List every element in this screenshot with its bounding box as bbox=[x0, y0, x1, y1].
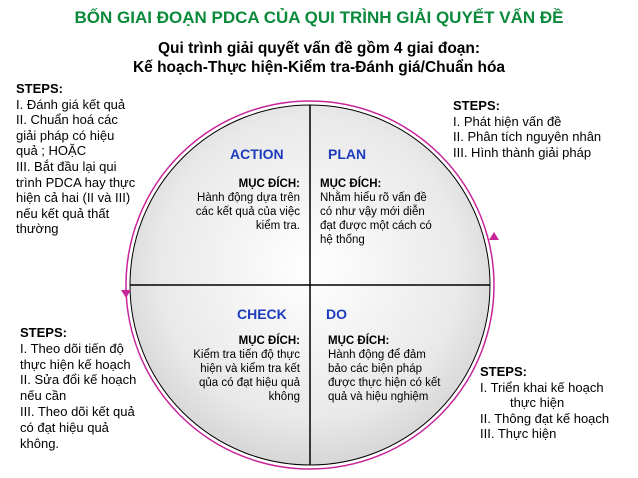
do-goal bbox=[328, 334, 468, 404]
goal-line: Hành động để đảm bbox=[328, 349, 426, 361]
plan-steps bbox=[453, 98, 633, 160]
step-line: giải pháp có hiệu bbox=[16, 127, 115, 143]
step-line: III. Hình thành giải pháp bbox=[453, 144, 592, 160]
step-line: nếu cần bbox=[20, 388, 67, 404]
steps-header: STEPS: bbox=[480, 364, 527, 379]
check-goal bbox=[166, 334, 300, 404]
step-line: III. Theo dõi kết quả bbox=[20, 403, 135, 419]
goal-header: MỤC ĐÍCH: bbox=[320, 178, 382, 190]
action-steps bbox=[16, 81, 166, 237]
phase-label-action: ACTION bbox=[230, 146, 284, 162]
goal-line: hiện và kiểm tra kết bbox=[200, 363, 300, 375]
goal-line: kiểm tra. bbox=[255, 220, 300, 232]
goal-line: Hành động dựa trên bbox=[197, 192, 300, 204]
phase-label-check: CHECK bbox=[237, 306, 287, 322]
step-line: III. Thực hiện bbox=[480, 426, 557, 442]
step-line: II. Thông đạt kế hoạch bbox=[480, 410, 610, 426]
goal-line: Kiểm tra tiến độ thực bbox=[193, 349, 300, 361]
step-line: II. Phân tích nguyên nhân bbox=[453, 129, 602, 145]
goal-line: quả và hiệu nghiệm bbox=[328, 391, 429, 403]
plan-goal bbox=[320, 177, 455, 247]
subtitle-line-2: Kế hoạch-Thực hiện-Kiểm tra-Đánh giá/Chuẩn hóa bbox=[132, 59, 506, 76]
action-goal bbox=[172, 177, 300, 233]
step-line: thực hiện bbox=[510, 395, 565, 411]
cycle-arrow-head-left bbox=[121, 290, 131, 298]
goal-line: bảo các biện pháp bbox=[328, 363, 422, 375]
step-line: I. Theo dõi tiến độ bbox=[20, 340, 124, 356]
step-line: II. Chuẩn hoá các bbox=[16, 112, 118, 128]
step-line: hiện cả hai (II và III) bbox=[16, 190, 131, 206]
step-line: có đạt hiệu quả bbox=[20, 419, 109, 435]
goal-line: được thực hiện có kết bbox=[328, 377, 441, 389]
goal-header: MỤC ĐÍCH: bbox=[238, 335, 300, 347]
step-line: II. Sửa đổi kế hoạch bbox=[20, 372, 137, 388]
steps-header: STEPS: bbox=[20, 325, 67, 340]
step-line: nếu kết quả thất bbox=[16, 205, 110, 221]
page-title: BỐN GIAI ĐOẠN PDCA CỦA QUI TRÌNH GIẢI QUYẾT VẤN ĐỀ bbox=[74, 8, 564, 27]
goal-line: có như vậy mới diễn bbox=[320, 206, 425, 218]
step-line: I. Phát hiện vấn đề bbox=[453, 113, 562, 129]
check-steps bbox=[20, 325, 170, 451]
do-steps bbox=[480, 364, 635, 442]
steps-header: STEPS: bbox=[16, 81, 63, 96]
cycle-arrow-head-right bbox=[489, 232, 499, 240]
goal-line: hệ thống bbox=[320, 234, 365, 246]
phase-label-plan: PLAN bbox=[328, 146, 367, 162]
goal-line: không bbox=[268, 391, 300, 403]
goal-line: Nhằm hiểu rõ vấn đề bbox=[320, 192, 427, 204]
goal-header: MỤC ĐÍCH: bbox=[238, 178, 300, 190]
step-line: quả ; HOẶC bbox=[16, 143, 87, 159]
goal-line: đạt được một cách có bbox=[320, 220, 432, 232]
goal-line: qủa có đạt hiệu quả bbox=[198, 377, 300, 389]
step-line: III. Bắt đầu lại qui bbox=[16, 158, 117, 174]
steps-header: STEPS: bbox=[453, 98, 500, 113]
step-line: không. bbox=[20, 435, 60, 451]
step-line: thường bbox=[16, 221, 59, 237]
goal-line: các kết quả của việc bbox=[195, 206, 300, 218]
step-line: trình PDCA hay thực bbox=[16, 174, 136, 190]
step-line: thực hiện kế hoạch bbox=[20, 356, 131, 372]
subtitle-line-1: Qui trình giải quyết vấn đề gồm 4 giai đoạn: bbox=[157, 40, 481, 57]
phase-label-do: DO bbox=[326, 306, 347, 322]
goal-header: MỤC ĐÍCH: bbox=[328, 335, 390, 347]
step-line: I. Đánh giá kết quả bbox=[16, 96, 126, 112]
step-line: I. Triển khai kế hoạch bbox=[480, 379, 604, 395]
